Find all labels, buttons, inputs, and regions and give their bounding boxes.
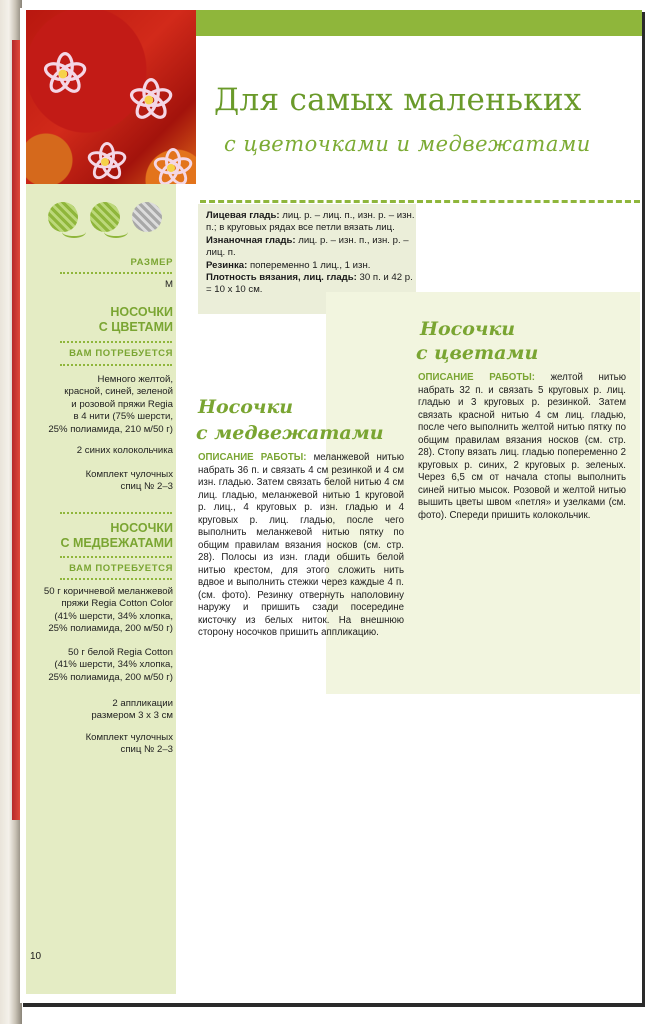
embroidered-flower [42, 52, 86, 96]
definition-item: Изнаночная гладь: лиц. р. – изн. п., изн. р. – лиц. п. [206, 234, 409, 259]
header-divider [200, 200, 640, 203]
stitch-definitions [206, 210, 416, 297]
flowers-material-yarn: Немного желтой, красной, синей, зеленой и розовой пряжи Regia в 4 нити (75% шерсти, 25% полиамида, 210 м/50 г) [48, 374, 173, 435]
bears-instructions: ОПИСАНИЕ РАБОТЫ: меланжевой нитью набрать 36 п. и связать 4 см резинкой и 4 см изн. гладью. Затем связать белой нитью 4 см лиц. гладью, меланжевой нитью 1 круговой р. лиц., 4 круговых р. изн. гладью и 4 круговых р. лиц. гладью, после чего выполнить меланжевой нитью пятку по общим правилам вязания носков (см. стр. 28). Полосы из изн. глади обшить белой нитью крестом, для этого сложить нить вдвое и выполнить стежки через каждые 4 п. (см. фото). Резинку отвернуть наполовину наружу и пришить сзади посередине кисточку из белых ниток. На внешнюю сторону носочков пришить аппликацию. [198, 452, 404, 638]
flowers-instructions: ОПИСАНИЕ РАБОТЫ: желтой нитью набрать 32 п. и связать 5 круговых р. лиц. гладью и 3 круговых р. резинкой. Затем связать красной нитью 4 см лиц. гладью, после чего выполнить желтой нитью пятку по общим правилам вязания носков (см. стр. 28). Стопу вязать лиц. гладью попеременно 2 круговых р. синих, 2 круговых р. зеленых. Через 6,5 см от начала стопы выполнить синей нитью мысок. Розовой и желтой нитью вышить цветы швом «петля» и узелками (см. фото). Спереди пришить колокольчик. [418, 372, 626, 521]
embroidered-flower [152, 148, 192, 184]
flowers-heading-line1: Носочки [420, 318, 516, 340]
bears-socks-title-1: НОСОЧКИ [110, 521, 173, 535]
knitted-flowers-photo [26, 10, 196, 184]
size-heading: РАЗМЕР [130, 257, 173, 268]
bears-heading-line1: Носочки [198, 396, 294, 418]
definition-item: Резинка: попеременно 1 лиц., 1 изн. [206, 259, 371, 271]
sidebar-divider [60, 272, 172, 274]
definition-item: Лицевая гладь: лиц. р. – лиц. п., изн. р. – изн. п.; в круговых рядах все петли вязать лиц. [206, 210, 415, 234]
flowers-heading-line2: с цветами [416, 342, 539, 364]
page-title: Для самых маленьких [214, 82, 582, 118]
flowers-material-needles: Комплект чулочных спиц № 2–3 [85, 469, 173, 493]
bears-material-needles: Комплект чулочных спиц № 2–3 [85, 732, 173, 756]
definition-item: Плотность вязания, лиц. гладь: 30 п. и 42 р. = 10 х 10 см. [206, 272, 413, 296]
bears-need-heading: ВАМ ПОТРЕБУЕТСЯ [69, 563, 173, 574]
top-accent-bar [196, 10, 642, 36]
sidebar-divider [60, 512, 172, 514]
difficulty-yarn-icons [48, 196, 178, 246]
sidebar-divider [60, 556, 172, 558]
flowers-socks-title-1: НОСОЧКИ [110, 305, 173, 319]
bears-material-appliques: 2 аппликации размером 3 х 3 см [91, 698, 173, 722]
page-number: 10 [30, 951, 42, 962]
bears-socks-title-2: С МЕДВЕЖАТАМИ [60, 536, 173, 550]
flowers-material-bells: 2 синих колокольчика [76, 445, 173, 456]
page-subtitle: с цветочками и медвежатами [224, 132, 591, 156]
flowers-need-heading: ВАМ ПОТРЕБУЕТСЯ [69, 348, 173, 359]
embroidered-flower [128, 78, 172, 122]
bears-heading-line2: с медвежатами [196, 422, 384, 444]
sidebar-divider [60, 578, 172, 580]
flowers-socks-title-2: С ЦВЕТАМИ [98, 320, 173, 334]
bears-material-white-yarn: 50 г белой Regia Cotton (41% шерсти, 34% хлопка, 25% полиамида, 200 м/50 г) [48, 647, 173, 683]
embroidered-flower [86, 142, 126, 182]
sidebar-divider [60, 364, 172, 366]
sidebar-divider [60, 341, 172, 343]
yarn-ball-icon [132, 202, 162, 232]
size-value: М [165, 279, 173, 290]
bears-material-brown-yarn: 50 г коричневой меланжевой пряжи Regia Cotton Color (41% шерсти, 34% хлопка, 25% полиамида, 200 м/50 г) [43, 586, 173, 635]
